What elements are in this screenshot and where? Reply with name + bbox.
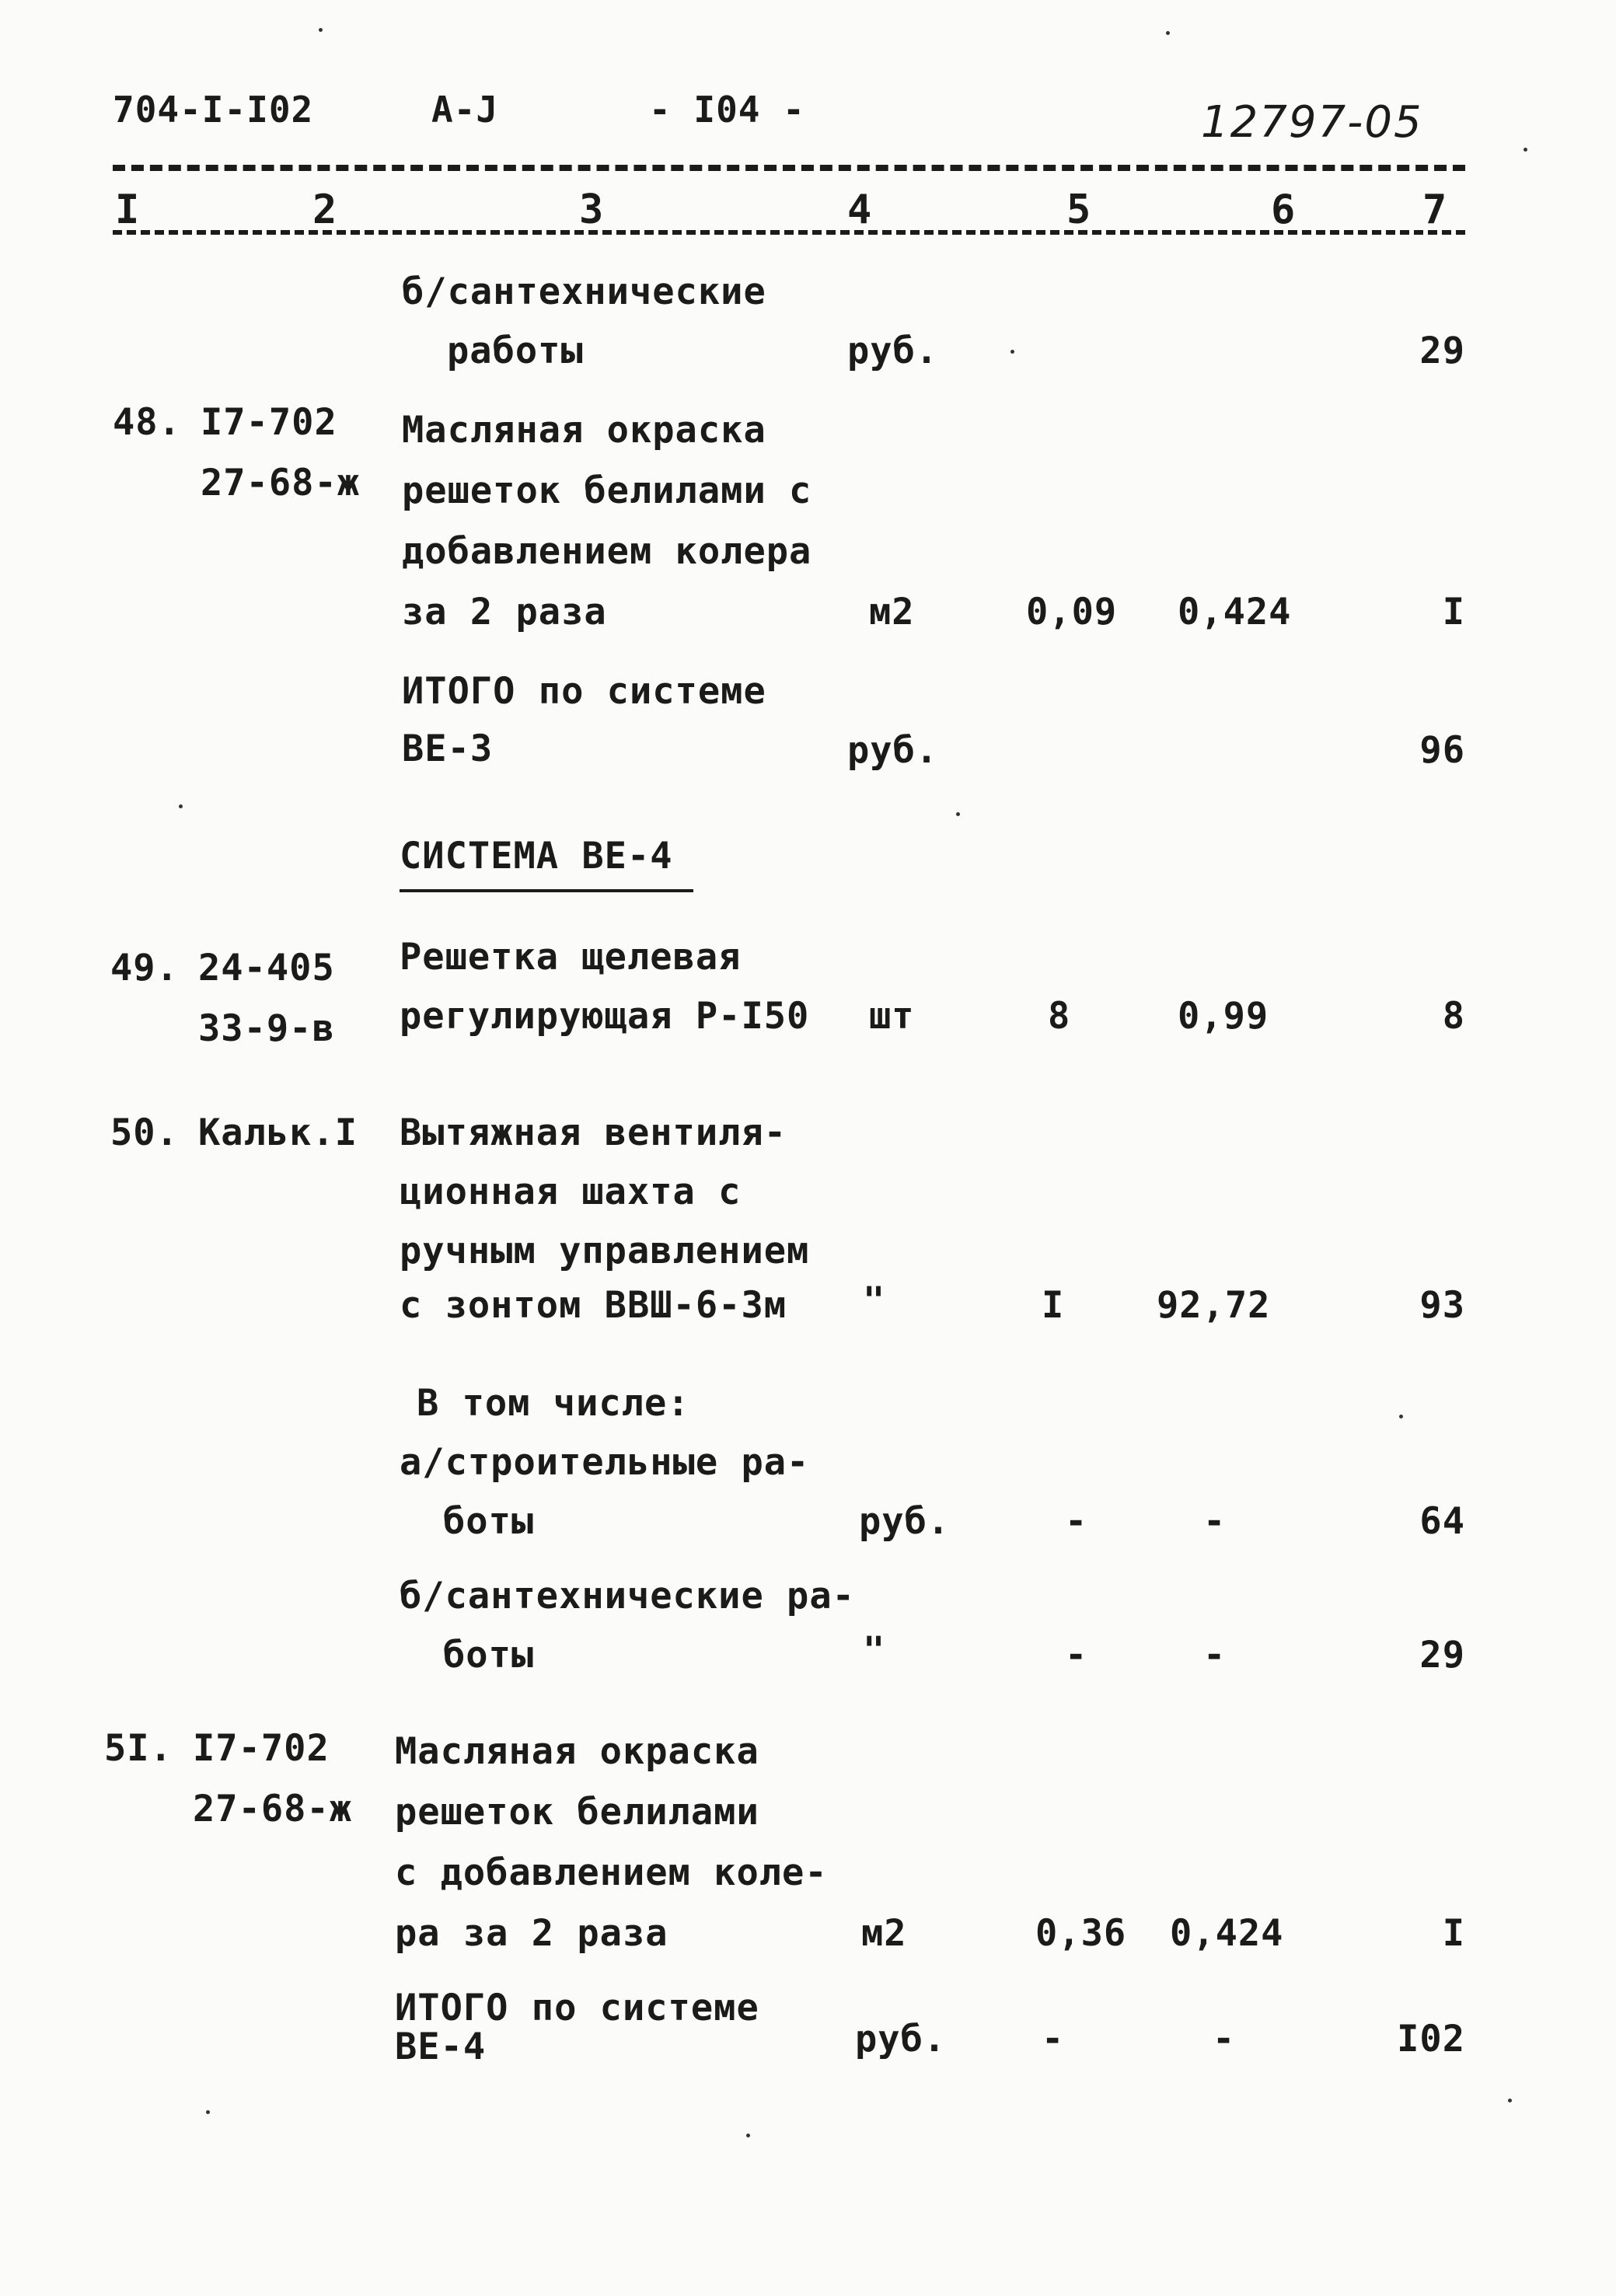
breakdown-intro: В том числе: (417, 1382, 690, 1425)
row-unit: шт (869, 995, 915, 1038)
row-description-line: с добавлением коле- (395, 1851, 828, 1894)
row-code-line: 33-9-в (198, 1007, 335, 1050)
breakdown-a-description-line: а/строительные ра- (400, 1441, 810, 1484)
subtotal-description-line: ВЕ-4 (395, 2026, 487, 2068)
scan-speck (179, 804, 183, 808)
subtotal-description-line: ВЕ-3 (402, 728, 494, 770)
row-total: I (1442, 1912, 1465, 1955)
row-description-line: ручным управлением (400, 1230, 810, 1272)
row-code-line: 27-68-ж (193, 1788, 353, 1830)
breakdown-b-unit-ditto: " (863, 1629, 886, 1672)
scan-speck (956, 812, 960, 816)
row-total: 93 (1419, 1284, 1465, 1327)
row-unit: руб. (847, 330, 939, 372)
row-description-line: регулирующая Р-I50 (400, 995, 810, 1038)
album-code: A-J (431, 89, 499, 131)
page-number: - I04 - (649, 89, 805, 131)
subtotal-description-line: ИТОГО по системе (402, 670, 766, 713)
scan-speck (319, 28, 323, 32)
scan-speck (1166, 31, 1170, 35)
document-code: 704-I-I02 (113, 89, 314, 131)
breakdown-a-description-line: боты (443, 1500, 535, 1543)
row-code-line: I7-702 (193, 1727, 330, 1770)
breakdown-b-unit-price: - (1203, 1634, 1227, 1677)
breakdown-b-quantity: - (1065, 1634, 1088, 1677)
column-number-4: 4 (847, 187, 873, 233)
row-number: 50. (110, 1111, 179, 1154)
scan-speck (206, 2110, 210, 2114)
row-description-line: Масляная окраска (395, 1730, 759, 1773)
row-description-line: б/сантехнические (402, 270, 766, 313)
row-unit: м2 (869, 591, 915, 633)
row-description-line: Вытяжная вентиля- (400, 1111, 787, 1154)
column-number-7: 7 (1422, 187, 1448, 233)
column-number-6: 6 (1271, 187, 1297, 233)
row-unit: м2 (861, 1912, 907, 1955)
scan-speck (1524, 148, 1527, 152)
subtotal-total: I02 (1397, 2018, 1465, 2060)
column-number-1: I (115, 187, 141, 233)
row-description-line: ционная шахта с (400, 1171, 742, 1213)
row-code-line: Кальк.I (198, 1111, 358, 1154)
row-unit-price: 0,424 (1170, 1912, 1284, 1955)
column-number-2: 2 (312, 187, 338, 233)
breakdown-a-total: 64 (1419, 1500, 1465, 1543)
row-total: I (1442, 591, 1465, 633)
breakdown-a-quantity: - (1065, 1500, 1088, 1543)
scan-speck (1010, 350, 1014, 354)
row-quantity: I (1042, 1284, 1065, 1327)
row-description-line: работы (447, 330, 584, 372)
inventory-stamp-number: 12797-05 (1201, 97, 1423, 148)
subtotal-description-line: ИТОГО по системе (395, 1987, 759, 2029)
row-code-line: I7-702 (201, 401, 337, 444)
section-heading: СИСТЕМА ВЕ-4 (400, 835, 673, 878)
breakdown-a-unit: руб. (859, 1500, 951, 1543)
row-description-line: Решетка щелевая (400, 936, 742, 979)
subtotal-unit-price: - (1213, 2018, 1236, 2060)
row-unit-ditto: " (863, 1279, 886, 1322)
subtotal-unit: руб. (847, 729, 939, 772)
row-number: 5I. (104, 1727, 173, 1770)
breakdown-a-unit-price: - (1203, 1500, 1227, 1543)
row-description-line: ра за 2 раза (395, 1912, 668, 1955)
subtotal-unit: руб. (855, 2018, 947, 2060)
section-heading-underline (400, 889, 693, 892)
column-number-5: 5 (1066, 187, 1092, 233)
scan-speck (1508, 2099, 1512, 2102)
row-description-line: Масляная окраска (402, 409, 766, 452)
scan-speck (1399, 1415, 1403, 1418)
subtotal-total: 96 (1419, 729, 1465, 772)
row-unit-price: 92,72 (1157, 1284, 1271, 1327)
row-number: 48. (113, 401, 181, 444)
row-number: 49. (110, 947, 179, 989)
row-description-line: решеток белилами с (402, 469, 812, 512)
column-number-dashed-rule (113, 230, 1465, 235)
row-total: 29 (1419, 330, 1465, 372)
scan-speck (746, 2134, 750, 2137)
row-description-line: добавлением колера (402, 530, 812, 573)
row-quantity: 0,09 (1026, 591, 1118, 633)
row-quantity: 0,36 (1035, 1912, 1127, 1955)
row-code-line: 24-405 (198, 947, 335, 989)
row-quantity: 8 (1048, 995, 1071, 1038)
row-unit-price: 0,99 (1178, 995, 1269, 1038)
breakdown-b-total: 29 (1419, 1634, 1465, 1677)
row-code-line: 27-68-ж (201, 462, 361, 504)
header-dashed-rule (113, 165, 1465, 171)
row-unit-price: 0,424 (1178, 591, 1292, 633)
row-description-line: решеток белилами (395, 1791, 759, 1834)
row-total: 8 (1442, 995, 1465, 1038)
row-description-line: с зонтом ВВШ-6-3м (400, 1284, 787, 1327)
row-description-line: за 2 раза (402, 591, 607, 633)
column-number-3: 3 (579, 187, 605, 233)
subtotal-quantity: - (1042, 2018, 1065, 2060)
breakdown-b-description-line: боты (443, 1634, 535, 1677)
breakdown-b-description-line: б/сантехнические ра- (400, 1575, 855, 1617)
